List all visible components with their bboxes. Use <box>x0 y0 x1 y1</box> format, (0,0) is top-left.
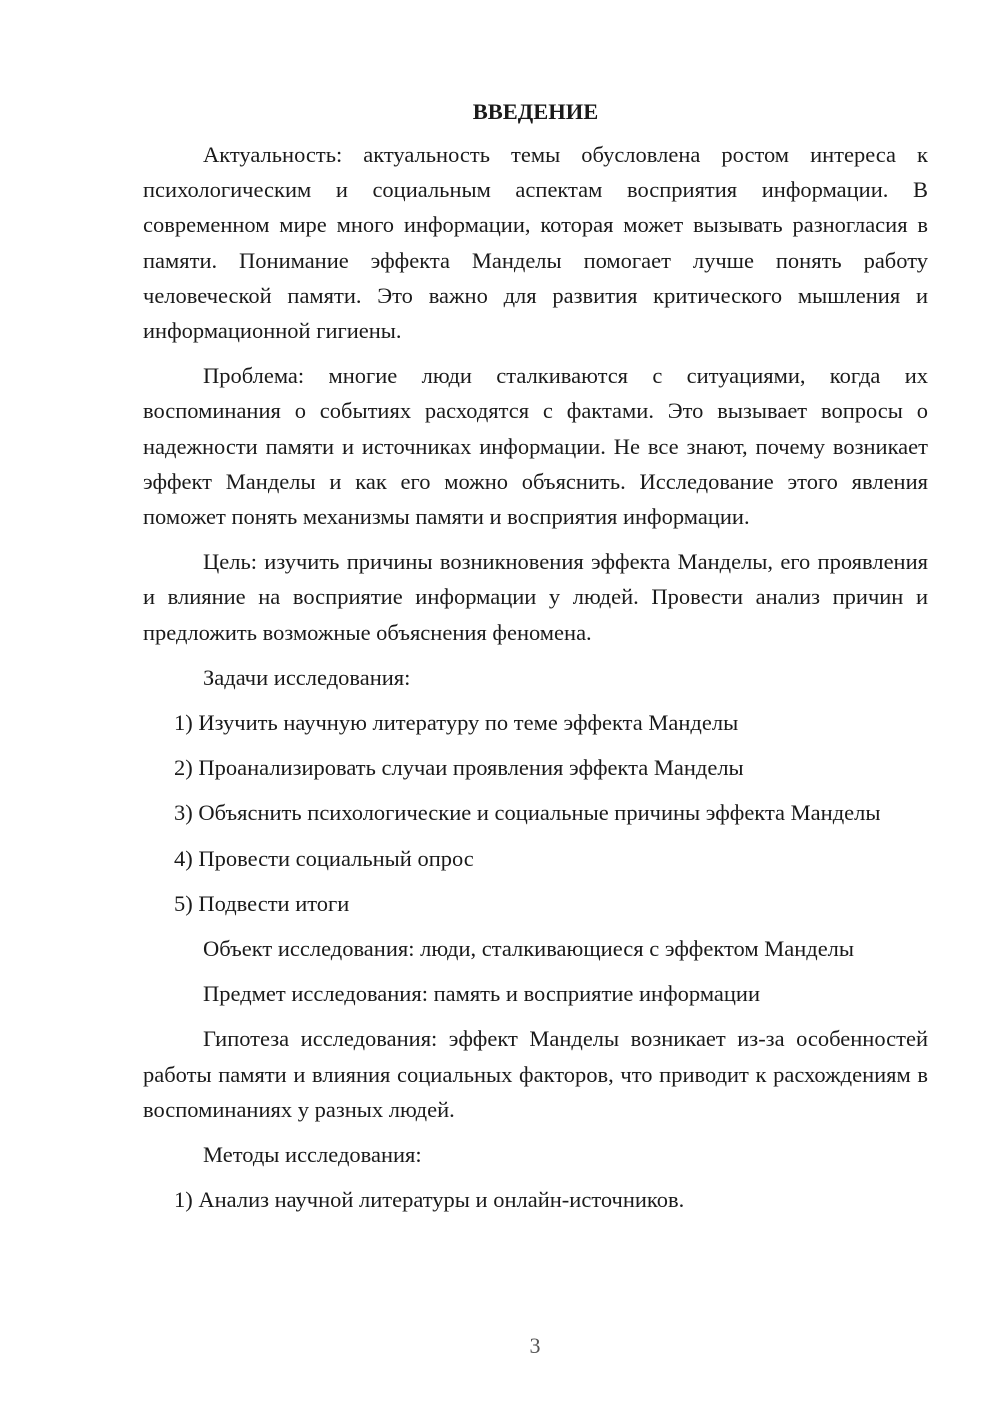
problem-paragraph: Проблема: многие люди сталкиваются с ситуациями, когда их воспоминания о событиях расходятся с фактами. Это вызывает вопросы о надежности памяти и источниках информации. Не все знают, почему возникает эффект Манделы и как его можно объяснить. Исследование этого явления поможет понять механизмы памяти и восприятия информации. <box>143 363 928 530</box>
task-item: 5) Подвести итоги <box>174 890 350 916</box>
task-item: 4) Провести социальный опрос <box>174 845 474 871</box>
tasks-heading: Задачи исследования: <box>203 664 411 690</box>
task-item: 2) Проанализировать случаи проявления эффекта Манделы <box>174 755 744 781</box>
page-title: ВВЕДЕНИЕ <box>472 99 599 124</box>
methods-heading: Методы исследования: <box>203 1142 422 1168</box>
document-page <box>143 94 928 1227</box>
object-paragraph: Объект исследования: люди, сталкивающиеся с эффектом Манделы <box>203 936 855 962</box>
subject-paragraph: Предмет исследования: память и восприятие информации <box>203 981 761 1007</box>
relevance-paragraph: Актуальность: актуальность темы обусловлена ростом интереса к психологическим и социальным аспектам восприятия информации. В современном мире много информации, которая может вызывать разногласия в памяти. Понимание эффекта Манделы помогает лучше понять работу человеческой памяти. Это важно для развития критического мышления и информационной гигиены. <box>143 142 928 344</box>
goal-paragraph: Цель: изучить причины возникновения эффекта Манделы, его проявления и влияние на восприятие информации у людей. Провести анализ причин и предложить возможные объяснения феномена. <box>143 549 928 645</box>
task-item: 3) Объяснить психологические и социальные причины эффекта Манделы <box>174 800 881 826</box>
page-number: 3 <box>529 1333 541 1358</box>
method-item: 1) Анализ научной литературы и онлайн-источников. <box>174 1187 685 1213</box>
task-item: 1) Изучить научную литературу по теме эффекта Манделы <box>174 710 739 736</box>
hypothesis-paragraph: Гипотеза исследования: эффект Манделы возникает из-за особенностей работы памяти и влияния социальных факторов, что приводит к расхождениям в воспоминаниях у разных людей. <box>143 1026 928 1122</box>
